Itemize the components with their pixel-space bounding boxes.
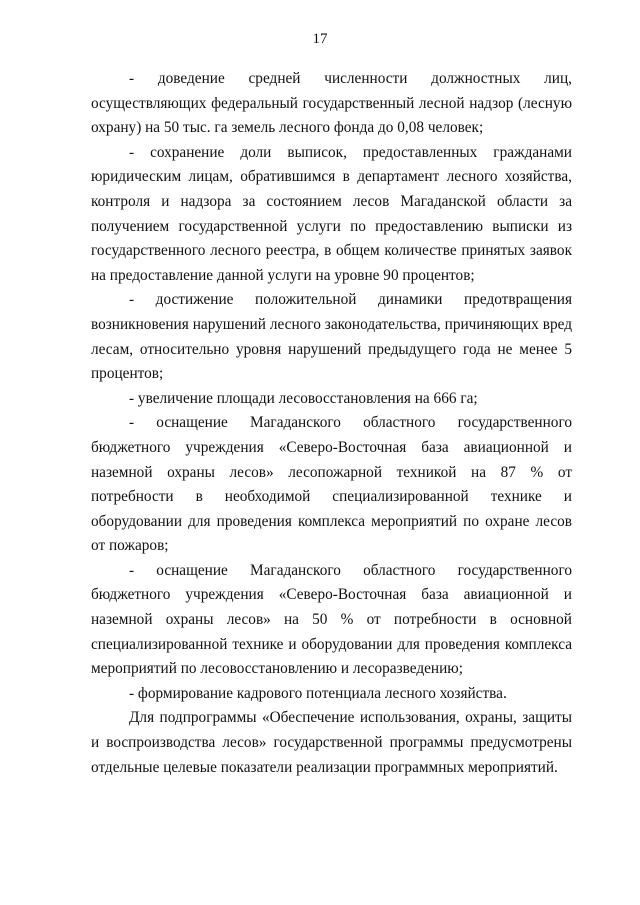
paragraph-reforestation-area: - увеличение площади лесовосстановления на 666 га; — [129, 389, 478, 407]
paragraph-firefighting-equipment: - оснащение Магаданского областного государственного бюджетного учреждения «Северо-Восточная база авиационной и наземной охраны лесов» лесопожарной техникой на 87 % от потребности в необходимой специализированной технике и оборудовании для проведения комплекса мероприятий по охране лесов от пожаров; — [91, 414, 572, 555]
body-text — [91, 67, 572, 780]
paragraph-subprogram-indicators: Для подпрограммы «Обеспечение использования, охраны, защиты и воспроизводства лесов» государственной программы предусмотрены отдельные целевые показатели реализации программных мероприятий. — [91, 709, 572, 776]
paragraph-violations: - достижение положительной динамики предотвращения возникновения нарушений лесного законодательства, причиняющих вред лесам, относительно уровня нарушений предыдущего года не менее 5 процентов; — [91, 291, 572, 383]
paragraph-registry-extracts: - сохранение доли выписок, предоставленных гражданами юридическим лицам, обратившимся в департамент лесного хозяйства, контроля и надзора за состоянием лесов Магаданской области за получением государственной услуги по предоставлению выписки из государственного лесного реестра, в общем количестве принятых заявок на предоставление данной услуги на уровне 90 процентов; — [91, 143, 572, 284]
paragraph-staffing: - доведение средней численности должностных лиц, осуществляющих федеральный государственный лесной надзор (лесную охрану) на 50 тыс. га земель лесного фонда до 0,08 человек; — [91, 70, 572, 137]
paragraph-personnel: - формирование кадрового потенциала лесного хозяйства. — [129, 684, 507, 702]
page-number: 17 — [312, 31, 328, 47]
paragraph-reforestation-equipment: - оснащение Магаданского областного государственного бюджетного учреждения «Северо-Восточная база авиационной и наземной охраны лесов» на 50 % от потребности в основной специализированной технике и оборудовании для проведения комплекса мероприятий по лесовосстановлению и лесоразведению; — [91, 561, 572, 678]
